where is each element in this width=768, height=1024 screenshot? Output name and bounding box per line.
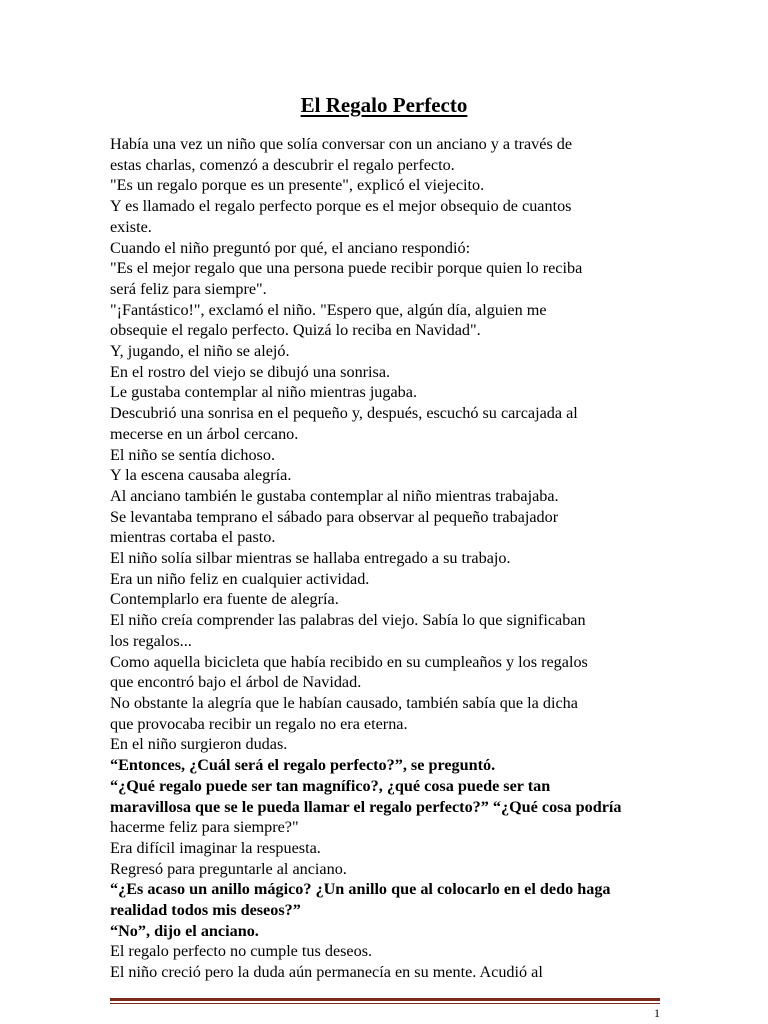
paragraph-line: obsequie el regalo perfecto. Quizá lo reciba en Navidad". xyxy=(110,321,481,340)
paragraph-line: En el rostro del viejo se dibujó una sonrisa. xyxy=(110,362,391,381)
paragraph-line: En el niño surgieron dudas. xyxy=(110,735,288,754)
paragraph-line: No obstante la alegría que le habían causado, también sabía que la dicha xyxy=(110,693,578,712)
paragraph-line: maravillosa que se le pueda llamar el regalo perfecto?” “¿Qué cosa podría xyxy=(110,797,622,816)
paragraph-line: Y es llamado el regalo perfecto porque es el mejor obsequio de cuantos xyxy=(110,197,572,216)
paragraph-line: será feliz para siempre". xyxy=(110,279,267,298)
paragraph-line: Al anciano también le gustaba contemplar al niño mientras trabajaba. xyxy=(110,486,559,505)
paragraph-line: Era un niño feliz en cualquier actividad. xyxy=(110,569,370,588)
paragraph-line: Cuando el niño preguntó por qué, el anciano respondió: xyxy=(110,238,471,257)
paragraph-line: "¡Fantástico!", exclamó el niño. "Espero que, algún día, alguien me xyxy=(110,300,547,319)
paragraph-line: Se levantaba temprano el sábado para observar al pequeño trabajador xyxy=(110,507,559,526)
paragraph-line: mientras cortaba el pasto. xyxy=(110,528,276,547)
paragraph-line: Como aquella bicicleta que había recibido en su cumpleaños y los regalos xyxy=(110,652,588,671)
paragraph-line: "Es un regalo porque es un presente", explicó el viejecito. xyxy=(110,176,485,195)
footer-rule-thick xyxy=(110,998,660,1001)
paragraph-line: Contemplarlo era fuente de alegría. xyxy=(110,590,339,609)
paragraph-line: Había una vez un niño que solía conversar con un anciano y a través de xyxy=(110,135,573,153)
paragraph-line: “Entonces, ¿Cuál será el regalo perfecto?”, se preguntó. xyxy=(110,756,496,775)
paragraph-line: Descubrió una sonrisa en el pequeño y, después, escuchó su carcajada al xyxy=(110,404,578,423)
paragraph-line: “¿Es acaso un anillo mágico? ¿Un anillo que al colocarlo en el dedo haga xyxy=(110,880,611,899)
paragraph-line: El niño solía silbar mientras se hallaba entregado a su trabajo. xyxy=(110,549,511,568)
footer-rule-thin xyxy=(110,1003,660,1004)
paragraph-line: realidad todos mis deseos?” xyxy=(110,901,301,920)
document-body xyxy=(110,134,670,983)
paragraph-line: El niño creía comprender las palabras del viejo. Sabía lo que significaban xyxy=(110,611,586,630)
paragraph-line: estas charlas, comenzó a descubrir el regalo perfecto. xyxy=(110,155,455,174)
paragraph-line: “No”, dijo el anciano. xyxy=(110,921,259,940)
paragraph-line: Regresó para preguntarle al anciano. xyxy=(110,859,347,878)
paragraph-line: El regalo perfecto no cumple tus deseos. xyxy=(110,942,373,961)
paragraph-line: Y la escena causaba alegría. xyxy=(110,466,292,485)
paragraph-line: Y, jugando, el niño se alejó. xyxy=(110,342,290,361)
paragraph-line: Era difícil imaginar la respuesta. xyxy=(110,838,321,857)
paragraph-line: hacerme feliz para siempre?" xyxy=(110,818,299,837)
paragraph-line: los regalos... xyxy=(110,631,192,650)
paragraph-line: que provocaba recibir un regalo no era eterna. xyxy=(110,714,408,733)
paragraph-line: "Es el mejor regalo que una persona puede recibir porque quien lo reciba xyxy=(110,259,583,278)
page-number: 1 xyxy=(654,1006,660,1020)
paragraph-line: Le gustaba contemplar al niño mientras jugaba. xyxy=(110,383,418,402)
paragraph-line: El niño se sentía dichoso. xyxy=(110,445,275,464)
paragraph-line: existe. xyxy=(110,217,152,236)
paragraph-line: “¿Qué regalo puede ser tan magnífico?, ¿qué cosa puede ser tan xyxy=(110,776,551,795)
paragraph-line: El niño creció pero la duda aún permanecía en su mente. Acudió al xyxy=(110,963,543,982)
document-title: El Regalo Perfecto xyxy=(300,93,468,117)
paragraph-line: mecerse en un árbol cercano. xyxy=(110,424,299,443)
paragraph-line: que encontró bajo el árbol de Navidad. xyxy=(110,673,362,692)
